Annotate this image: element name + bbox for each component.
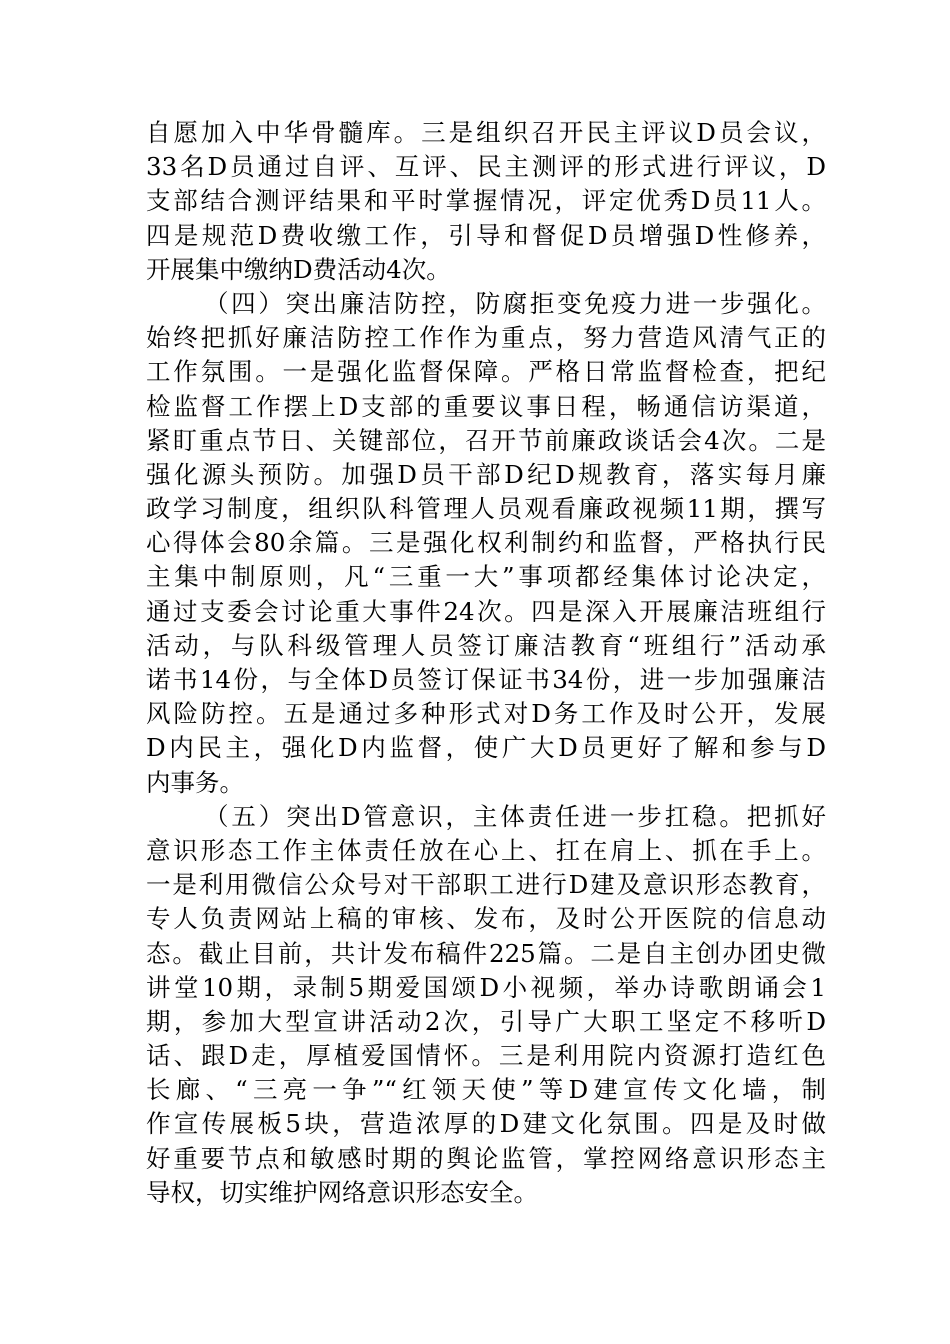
- section-heading-4: （四）突出廉洁防控，防腐拒变免疫力进一步强化。: [204, 288, 826, 318]
- text-line: 专人负责网站上稿的审核、发布，及时公开医院的信息动: [146, 904, 826, 934]
- text-line: 心得体会80余篇。三是强化权利制约和监督，严格执行民: [146, 528, 826, 558]
- text-line: 长廊、“三亮一争”“红领天使”等D建宣传文化墙，制: [146, 1075, 826, 1105]
- text-line: D内民主，强化D内监督，使广大D员更好了解和参与D: [146, 733, 826, 763]
- text-line: 主集中制原则，凡“三重一大”事项都经集体讨论决定，: [146, 562, 826, 592]
- text-line: 风险防控。五是通过多种形式对D务工作及时公开，发展: [146, 699, 826, 729]
- text-line: 作宣传展板5块，营造浓厚的D建文化氛围。四是及时做: [146, 1109, 826, 1139]
- text-line: 导权，切实维护网络意识形态安全。: [146, 1177, 538, 1207]
- text-line: 通过支委会讨论重大事件24次。四是深入开展廉洁班组行: [146, 596, 826, 626]
- text-line: 讲堂10期，录制5期爱国颂D小视频，举办诗歌朗诵会1: [146, 972, 826, 1002]
- text-line: 意识形态工作主体责任放在心上、扛在肩上、抓在手上。: [146, 835, 826, 865]
- text-line: 33名D员通过自评、互评、民主测评的形式进行评议，D: [146, 152, 826, 182]
- text-line: 一是利用微信公众号对干部职工进行D建及意识形态教育，: [146, 870, 826, 900]
- text-line: 支部结合测评结果和平时掌握情况，评定优秀D员11人。: [146, 186, 826, 216]
- text-line: 四是规范D费收缴工作，引导和督促D员增强D性修养，: [146, 220, 826, 250]
- text-line: 内事务。: [146, 767, 244, 797]
- text-line: 工作氛围。一是强化监督保障。严格日常监督检查，把纪: [146, 357, 826, 387]
- text-line: 活动，与队科级管理人员签订廉洁教育“班组行”活动承: [146, 630, 826, 660]
- text-line: 自愿加入中华骨髓库。三是组织召开民主评议D员会议，: [146, 118, 826, 147]
- text-line: 开展集中缴纳D费活动4次。: [146, 254, 451, 284]
- text-line: 期，参加大型宣讲活动2次，引导广大职工坚定不移听D: [146, 1006, 826, 1036]
- section-heading-5: （五）突出D管意识，主体责任进一步扛稳。把抓好: [204, 801, 826, 831]
- text-line: 态。截止目前，共计发布稿件225篇。二是自主创办团史微: [146, 938, 826, 968]
- text-line: 诺书14份，与全体D员签订保证书34份，进一步加强廉洁: [146, 665, 826, 694]
- text-line: 强化源头预防。加强D员干部D纪D规教育，落实每月廉: [146, 459, 826, 489]
- text-line: 话、跟D走，厚植爱国情怀。三是利用院内资源打造红色: [146, 1041, 826, 1071]
- body-text: [146, 116, 826, 1210]
- text-line: 紧盯重点节日、关键部位，召开节前廉政谈话会4次。二是: [146, 425, 826, 455]
- text-line: 始终把抓好廉洁防控工作作为重点，努力营造风清气正的: [146, 323, 826, 353]
- text-line: 检监督工作摆上D支部的重要议事日程，畅通信访渠道，: [146, 391, 826, 421]
- text-line: 好重要节点和敏感时期的舆论监管，掌控网络意识形态主: [146, 1143, 826, 1173]
- text-line: 政学习制度，组织队科管理人员观看廉政视频11期，撰写: [146, 494, 826, 524]
